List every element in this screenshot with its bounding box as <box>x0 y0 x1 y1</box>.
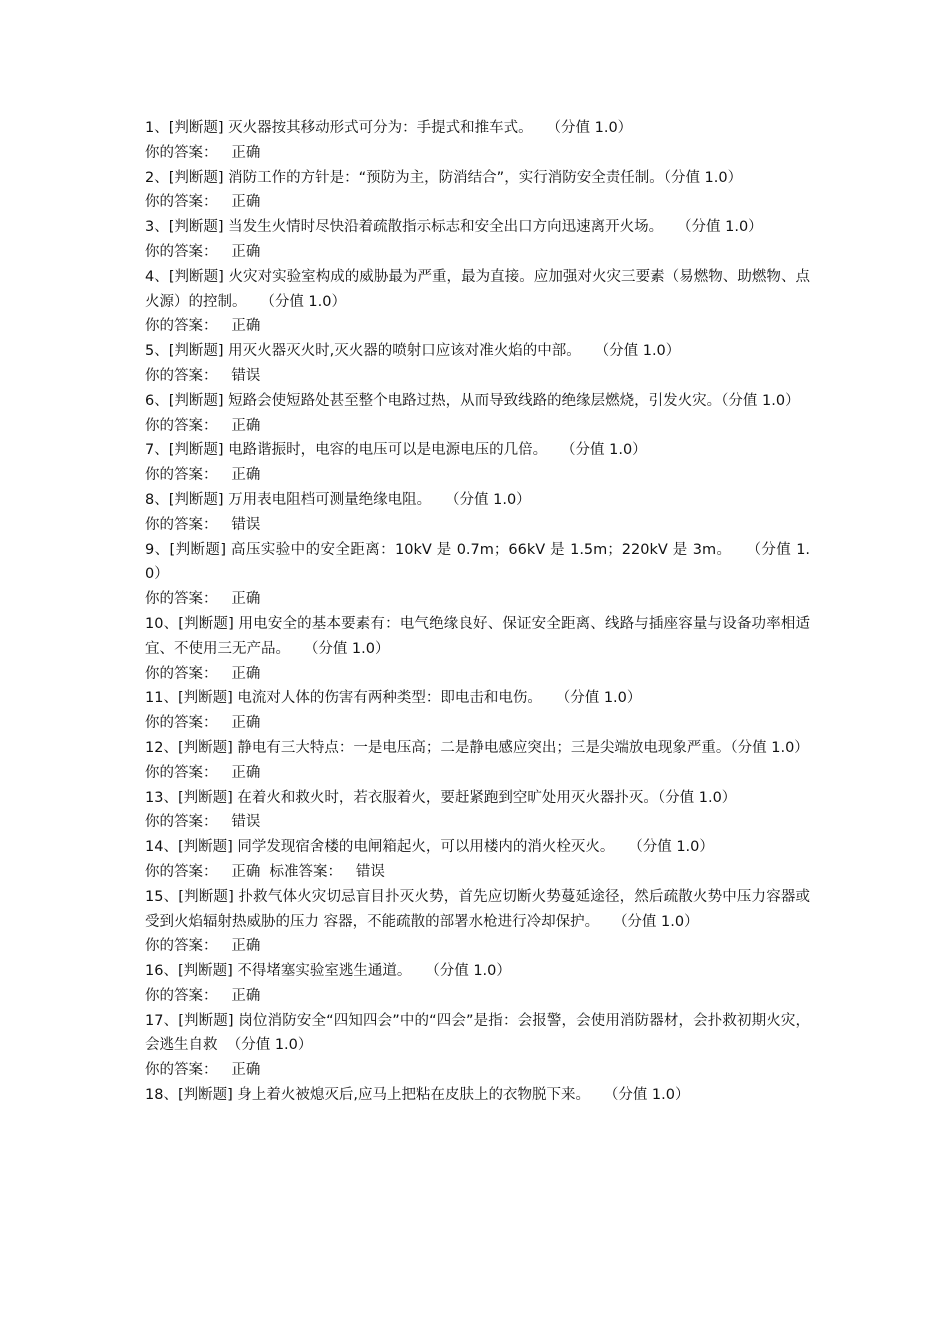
question-type: [判断题] <box>177 963 233 980</box>
question-score: （分值 1.0） <box>721 392 800 409</box>
question-number: 18、 <box>145 1087 178 1104</box>
question-item <box>145 116 810 166</box>
question-type: [判断题] <box>168 169 224 186</box>
question-type: [判断题] <box>177 690 233 707</box>
question-item <box>145 339 810 389</box>
question-type: [判断题] <box>168 219 224 236</box>
answer-line <box>145 463 810 488</box>
standard-answer-label: 标准答案： <box>269 863 343 880</box>
answer-label: 你的答案： <box>145 367 218 384</box>
question-text: 用电安全的基本要素有：电气绝缘良好、保证安全距离、线路与插座容量与设备功率相适宜、不使用三无产品。 <box>145 615 811 657</box>
question-text: 不得堵塞实验室逃生通道。 <box>237 963 412 980</box>
answer-value: 正确 <box>231 987 261 1004</box>
answer-value: 正确 <box>231 467 261 484</box>
question-line <box>145 736 810 761</box>
question-type: [判断题] <box>178 615 234 632</box>
question-number: 5、 <box>145 343 169 360</box>
question-number: 16、 <box>145 963 178 980</box>
answer-value: 错误 <box>231 814 261 831</box>
question-number: 3、 <box>145 219 169 236</box>
question-score: （分值 1.0） <box>561 442 647 459</box>
question-type: [判断题] <box>168 268 224 285</box>
question-item <box>145 166 810 216</box>
question-type: [判断题] <box>168 392 224 409</box>
question-type: [判断题] <box>178 888 234 905</box>
question-number: 14、 <box>145 839 178 856</box>
question-text: 灭火器按其移动形式可分为：手提式和推车式。 <box>228 120 533 136</box>
question-number: 4、 <box>145 268 169 285</box>
answer-line <box>145 587 810 612</box>
question-type: [判断题] <box>168 343 224 360</box>
question-number: 9、 <box>145 541 170 558</box>
question-score: （分值 1.0） <box>603 1087 690 1104</box>
answer-line <box>145 860 810 885</box>
question-item <box>145 736 810 786</box>
question-number: 11、 <box>145 690 178 707</box>
question-type: [判断题] <box>168 120 224 136</box>
question-line <box>145 1009 810 1059</box>
question-number: 6、 <box>145 392 169 409</box>
answer-value: 正确 <box>231 417 261 434</box>
question-text: 高压实验中的安全距离：10kV 是 0.7m；66kV 是 1.5m；220kV 是 3m。 <box>231 541 732 558</box>
question-number: 13、 <box>145 789 178 806</box>
question-text: 电流对人体的伤害有两种类型：即电击和电伤。 <box>237 690 542 707</box>
answer-label: 你的答案： <box>145 715 218 732</box>
answer-label: 你的答案： <box>145 1062 218 1079</box>
answer-line <box>145 761 810 786</box>
question-score: （分值 1.0） <box>555 690 642 707</box>
question-line <box>145 116 810 141</box>
answer-line <box>145 1058 810 1083</box>
answer-line <box>145 934 810 959</box>
question-type: [判断题] <box>177 1087 233 1104</box>
answer-label: 你的答案： <box>145 144 218 161</box>
answer-value: 正确 <box>231 938 261 955</box>
answer-label: 你的答案： <box>145 467 218 484</box>
question-item <box>145 538 810 612</box>
question-item <box>145 835 810 885</box>
question-item <box>145 885 810 959</box>
question-line <box>145 166 810 191</box>
answer-label: 你的答案： <box>145 516 218 533</box>
question-number: 2、 <box>145 169 169 186</box>
answer-label: 你的答案： <box>145 764 218 781</box>
question-score: （分值 1.0） <box>260 293 346 310</box>
answer-value: 正确 <box>231 318 261 335</box>
question-type: [判断题] <box>169 541 226 558</box>
answer-value: 正确 <box>231 764 261 781</box>
answer-line <box>145 810 810 835</box>
question-text: 电路谐振时，电容的电压可以是电源电压的几倍。 <box>228 442 548 459</box>
answer-label: 你的答案： <box>145 194 218 211</box>
question-item <box>145 265 810 339</box>
answer-label: 你的答案： <box>145 318 218 335</box>
question-line <box>145 885 810 935</box>
question-item <box>145 215 810 265</box>
question-text: 火灾对实验室构成的威胁最为严重，最为直接。应加强对火灾三要素（易燃物、助燃物、点火源）的控制。 <box>145 268 810 310</box>
answer-label: 你的答案： <box>145 863 218 880</box>
question-type: [判断题] <box>177 789 233 806</box>
answer-value: 正确 <box>231 194 261 211</box>
answer-label: 你的答案： <box>145 665 218 682</box>
answer-line <box>145 414 810 439</box>
answer-label: 你的答案： <box>145 591 218 608</box>
answer-label: 你的答案： <box>145 243 218 260</box>
question-line <box>145 339 810 364</box>
answer-value: 正确 <box>231 863 261 880</box>
question-type: [判断题] <box>177 739 233 756</box>
answer-value: 正确 <box>231 144 261 161</box>
question-item <box>145 389 810 439</box>
answer-line <box>145 240 810 265</box>
question-score: （分值 1.0） <box>303 640 390 657</box>
question-score: （分值 1.0） <box>226 1037 313 1054</box>
question-item <box>145 1083 810 1108</box>
question-line <box>145 389 810 414</box>
question-score: （分值 1.0） <box>445 491 531 508</box>
question-text: 静电有三大特点：一是电压高；二是静电感应突出；三是尖端放电现象严重。 <box>237 739 731 756</box>
question-line <box>145 538 810 588</box>
question-item <box>145 438 810 488</box>
question-score: （分值 1.0） <box>628 839 714 856</box>
question-item <box>145 612 810 686</box>
answer-line <box>145 190 810 215</box>
question-text: 扑救气体火灾切忌盲目扑灭火势，首先应切断火势蔓延途径，然后疏散火势中压力容器或受到火焰辐射热威胁的压力 容器，不能疏散的部署水枪进行冷却保护。 <box>145 888 811 930</box>
question-score: （分值 1.0） <box>677 219 763 236</box>
question-text: 短路会使短路处甚至整个电路过热，从而导致线路的绝缘层燃烧，引发火灾。 <box>228 392 722 409</box>
question-score: （分值 1.0） <box>425 963 511 980</box>
answer-line <box>145 141 810 166</box>
question-text: 当发生火情时尽快沿着疏散指示标志和安全出口方向迅速离开火场。 <box>228 219 664 236</box>
question-item <box>145 686 810 736</box>
question-number: 7、 <box>145 442 169 459</box>
question-item <box>145 488 810 538</box>
question-line <box>145 438 810 463</box>
answer-value: 错误 <box>231 367 261 384</box>
answer-line <box>145 314 810 339</box>
question-number: 15、 <box>145 888 179 905</box>
answer-label: 你的答案： <box>145 987 218 1004</box>
question-score: （分值 1.0） <box>546 120 633 136</box>
question-item <box>145 1009 810 1083</box>
answer-line <box>145 513 810 538</box>
answer-line <box>145 711 810 736</box>
question-number: 8、 <box>145 491 169 508</box>
answer-label: 你的答案： <box>145 938 218 955</box>
question-line <box>145 215 810 240</box>
answer-label: 你的答案： <box>145 417 218 434</box>
question-line <box>145 265 810 315</box>
question-line <box>145 959 810 984</box>
answer-value: 正确 <box>231 243 261 260</box>
question-text: 岗位消防安全“四知四会”中的“四会”是指：会报警，会使用消防器材，会扑救初期火灾，会逃生自救 <box>145 1012 811 1054</box>
question-text: 同学发现宿舍楼的电闸箱起火，可以用楼内的消火栓灭火。 <box>237 839 615 856</box>
question-text: 万用表电阻档可测量绝缘电阻。 <box>228 491 432 508</box>
question-text: 用灭火器灭火时,灭火器的喷射口应该对准火焰的中部。 <box>228 343 581 360</box>
answer-value: 正确 <box>231 591 261 608</box>
question-score: （分值 1.0） <box>663 169 743 186</box>
question-list <box>145 116 810 1108</box>
answer-line <box>145 984 810 1009</box>
answer-value: 正确 <box>231 1062 261 1079</box>
standard-answer-value: 错误 <box>355 863 385 880</box>
question-line <box>145 686 810 711</box>
question-type: [判断题] <box>178 1012 234 1029</box>
question-item <box>145 786 810 836</box>
question-text: 消防工作的方针是：“预防为主，防消结合”，实行消防安全责任制。 <box>228 169 664 186</box>
question-number: 10、 <box>145 615 179 632</box>
question-number: 12、 <box>145 739 178 756</box>
question-text: 身上着火被熄灭后,应马上把粘在皮肤上的衣物脱下来。 <box>237 1087 590 1104</box>
answer-line <box>145 364 810 389</box>
answer-value: 正确 <box>231 665 261 682</box>
question-type: [判断题] <box>168 491 224 508</box>
answer-value: 正确 <box>231 715 261 732</box>
question-type: [判断题] <box>168 442 224 459</box>
question-line <box>145 835 810 860</box>
question-score: （分值 1.0） <box>657 789 737 806</box>
question-number: 17、 <box>145 1012 179 1029</box>
question-score: （分值 1.0） <box>594 343 681 360</box>
question-score: （分值 1.0） <box>145 541 811 583</box>
question-type: [判断题] <box>177 839 233 856</box>
answer-value: 错误 <box>231 516 261 533</box>
question-number: 1、 <box>145 120 169 136</box>
question-score: （分值 1.0） <box>730 739 809 756</box>
answer-line <box>145 662 810 687</box>
question-line <box>145 612 810 662</box>
question-item <box>145 959 810 1009</box>
question-line <box>145 786 810 811</box>
question-text: 在着火和救火时，若衣服着火，要赶紧跑到空旷处用灭火器扑灭。 <box>237 789 658 806</box>
question-line <box>145 1083 810 1108</box>
question-score: （分值 1.0） <box>612 913 699 930</box>
answer-label: 你的答案： <box>145 814 218 831</box>
question-line <box>145 488 810 513</box>
